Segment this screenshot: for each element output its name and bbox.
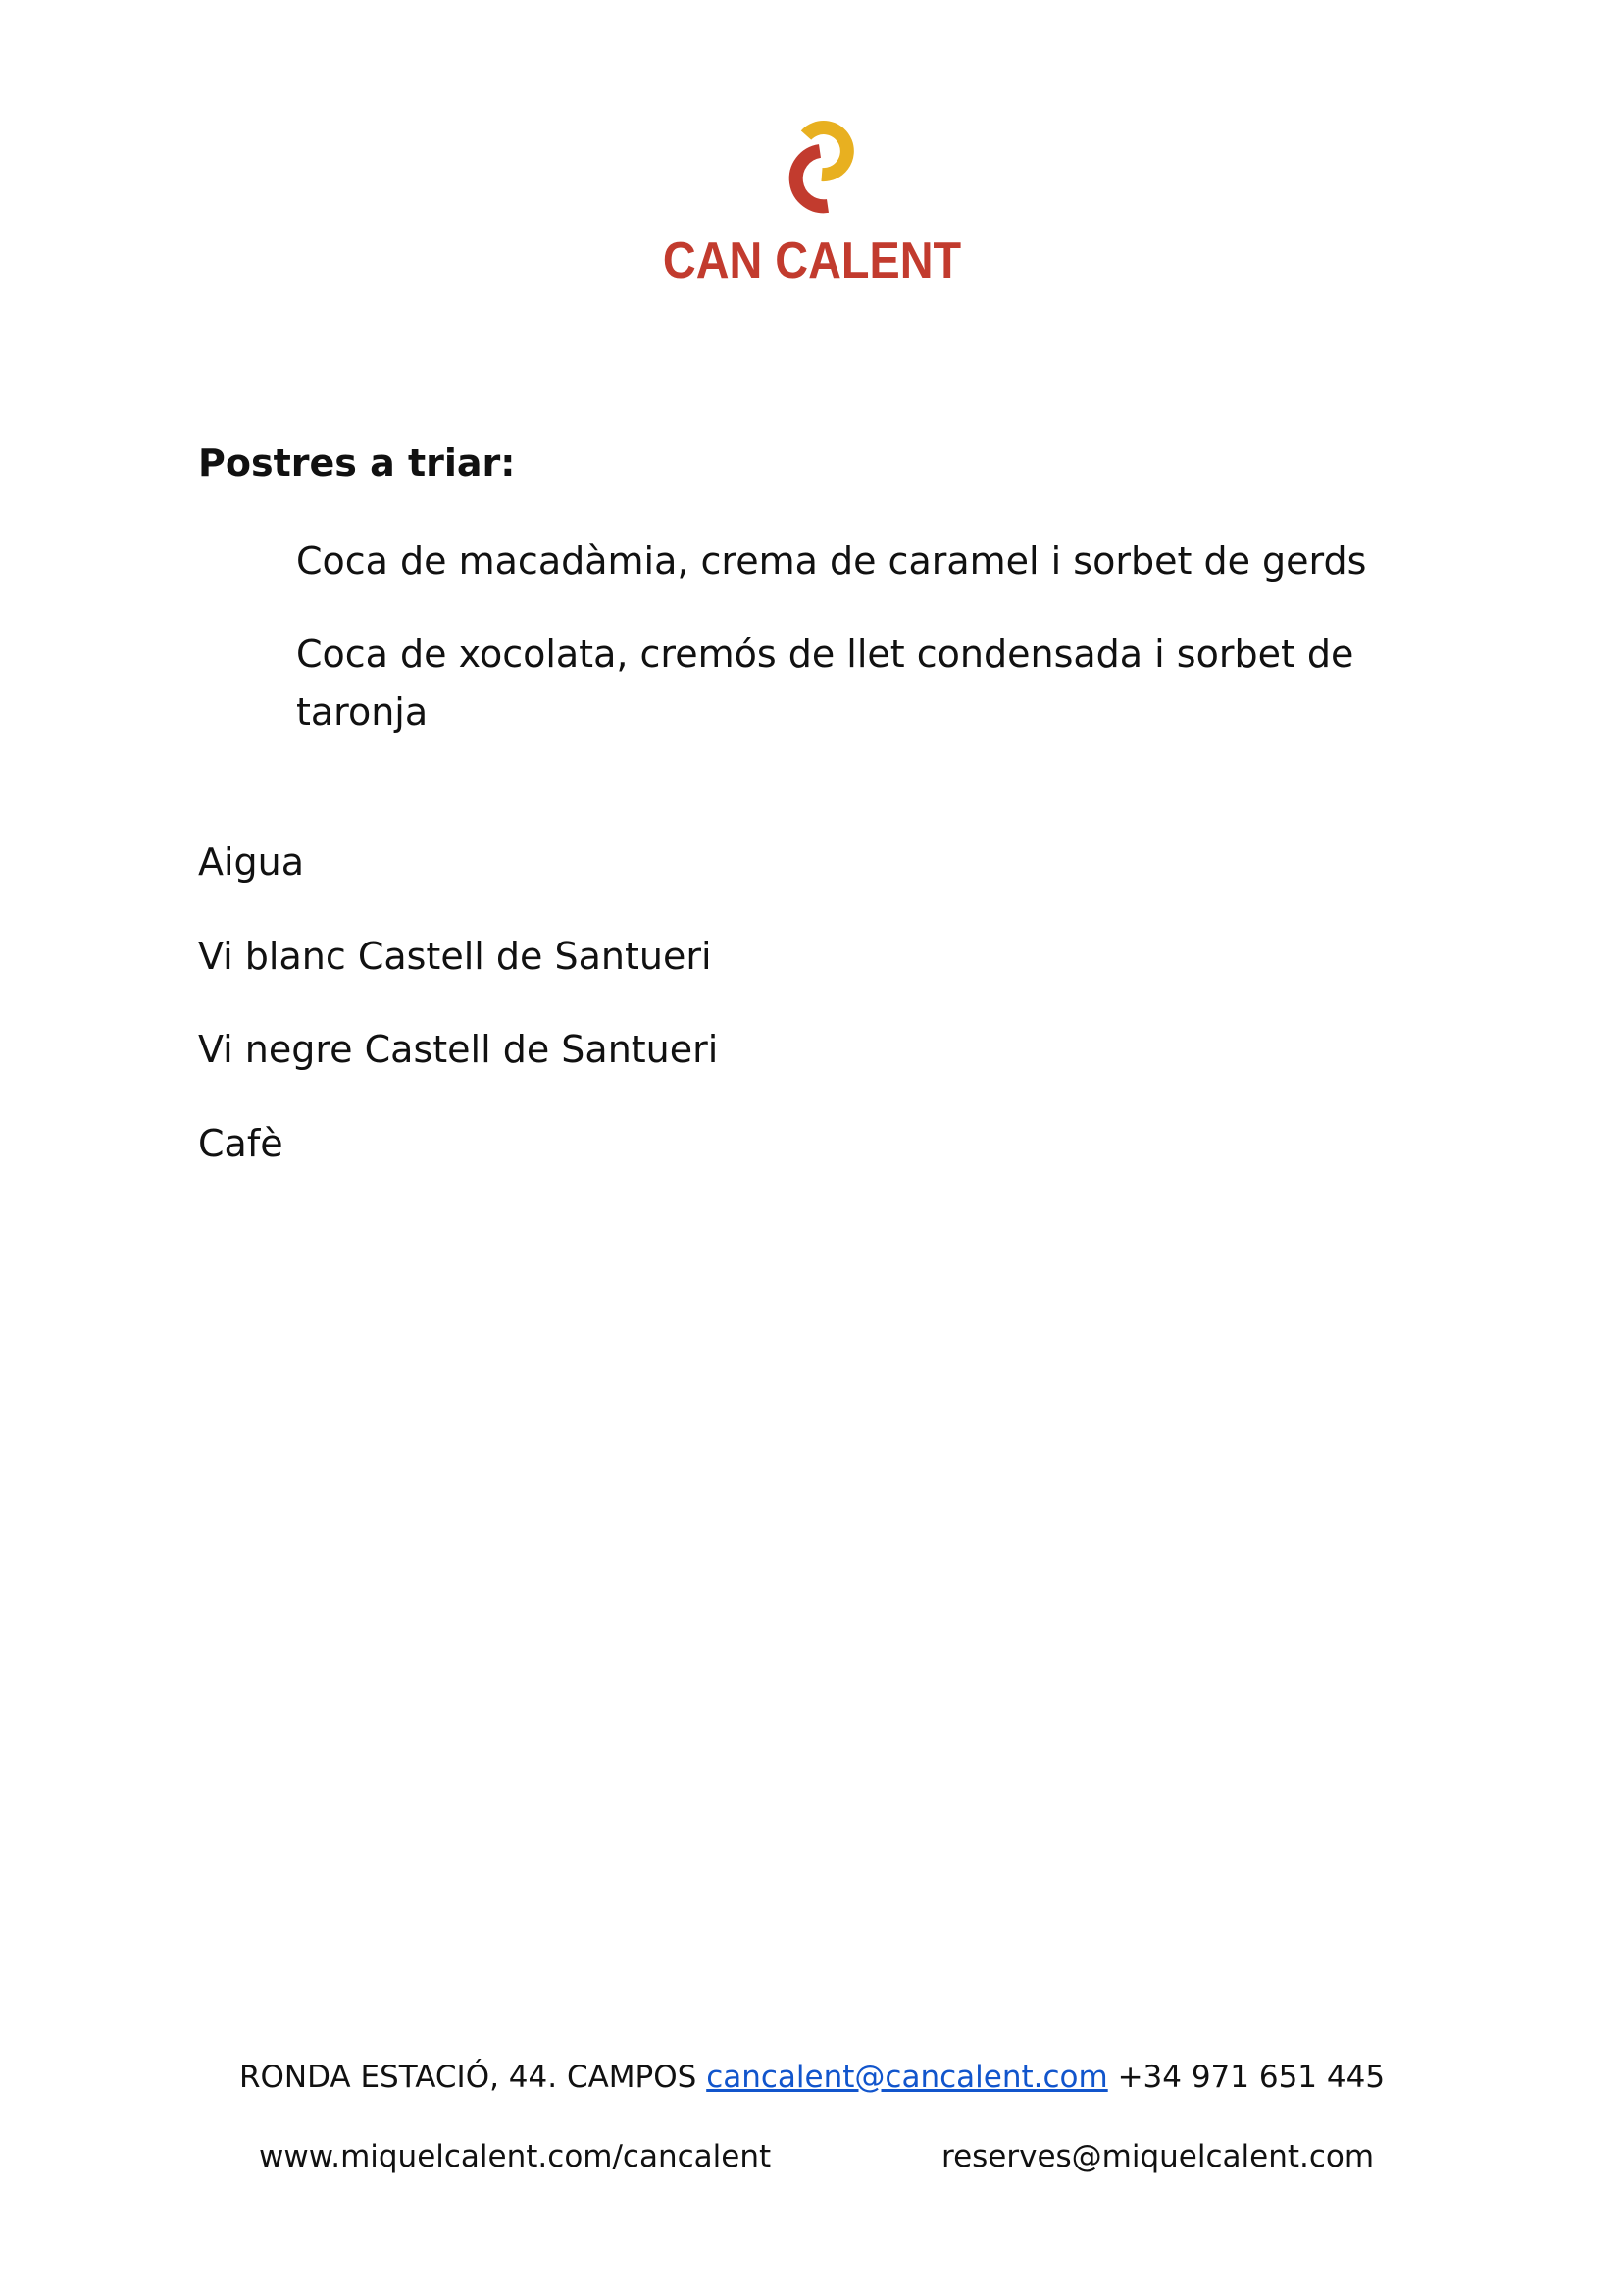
logo-text: CAN CALENT — [662, 232, 962, 289]
drink-item: Cafè — [198, 1122, 283, 1165]
dessert-item: Coca de xocolata, cremós de llet condensada i sorbet de taronja — [296, 633, 1354, 734]
can-calent-logo-mark-icon — [763, 110, 861, 220]
desserts-heading: Postres a triar: — [198, 441, 516, 484]
drink-item: Aigua — [198, 841, 305, 884]
footer-email-link[interactable]: cancalent@cancalent.com — [706, 2060, 1108, 2095]
drink-item: Vi negre Castell de Santueri — [198, 1028, 719, 1071]
footer-phone: +34 971 651 445 — [1117, 2060, 1386, 2095]
footer-address: RONDA ESTACIÓ, 44. CAMPOS — [238, 2060, 697, 2095]
footer-website: www.miquelcalent.com/cancalent — [259, 2139, 772, 2174]
drink-item: Vi blanc Castell de Santueri — [198, 935, 712, 978]
footer-reservations-email: reserves@miquelcalent.com — [941, 2139, 1375, 2174]
footer-contact-line — [0, 2060, 1624, 2095]
dessert-item: Coca de macadàmia, crema de caramel i sorbet de gerds — [296, 539, 1367, 583]
logo — [0, 110, 1624, 289]
